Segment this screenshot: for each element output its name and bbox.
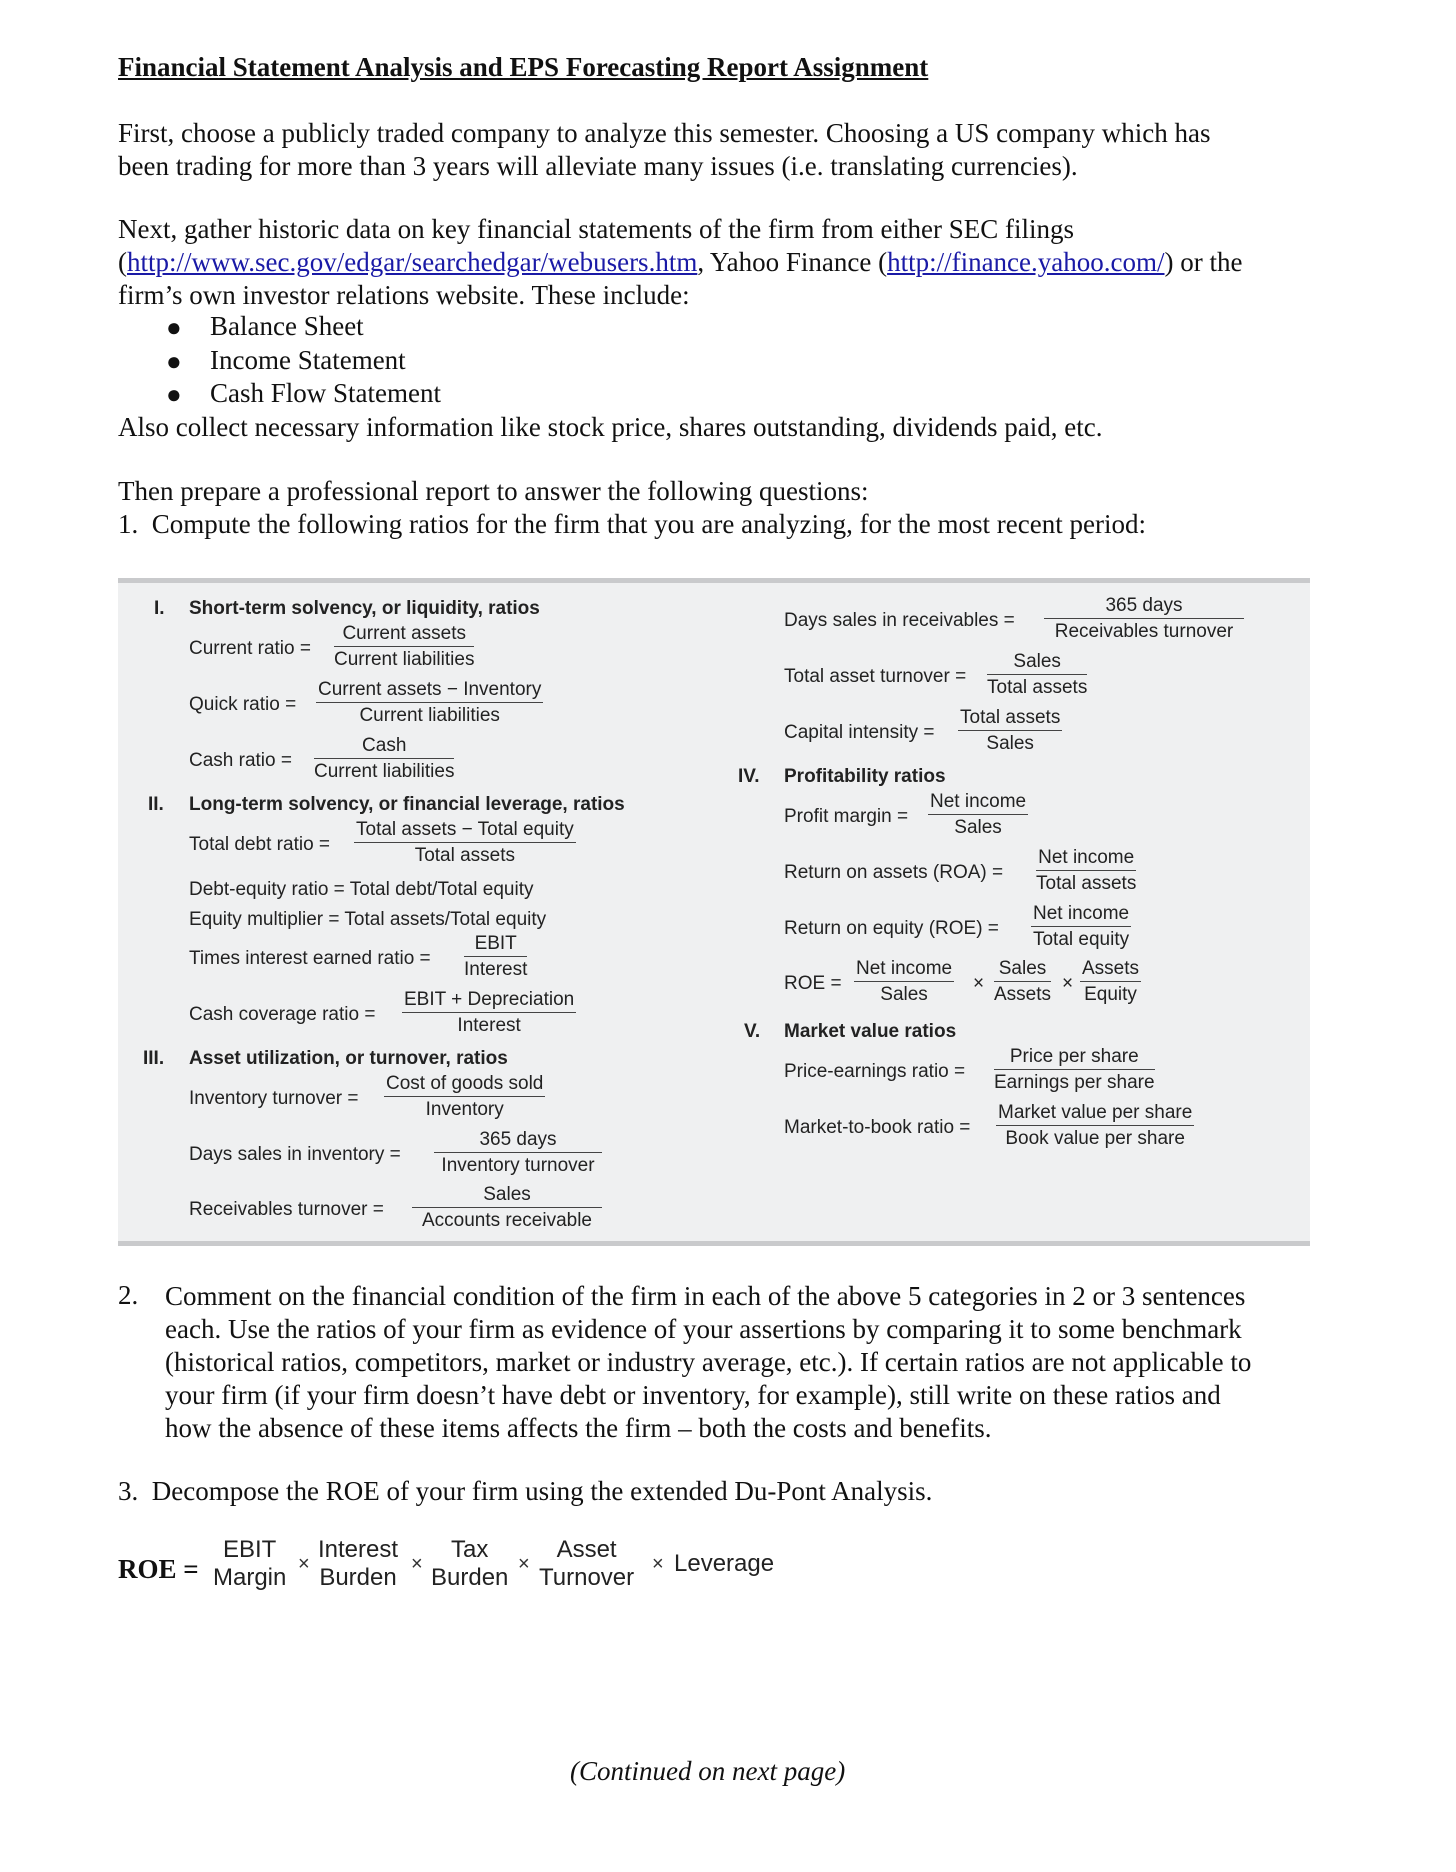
times-symbol: × [1062,973,1074,994]
market-to-book-den: Book value per share [1005,1128,1185,1149]
question-1 [118,508,1338,541]
quick-ratio-fraction [316,679,543,727]
cash-ratio-fraction [314,735,454,783]
capital-intensity-den: Sales [986,733,1034,754]
intro-line-1: First, choose a publicly traded company to analyze this semester. Choosing a US company which has [118,118,1211,148]
roe-decomp-fraction-2 [994,958,1051,1006]
total-debt-ratio-den: Total assets [414,845,516,866]
capital-intensity-fraction [958,707,1062,755]
times-symbol: × [411,1553,423,1575]
dupont-term-4b: Turnover [539,1564,635,1591]
section-heading-leverage: Long-term solvency, or financial leverage, ratios [189,794,625,815]
market-to-book-fraction [996,1102,1194,1150]
receivables-turnover-den: Accounts receivable [421,1210,593,1231]
current-ratio-num: Current assets [334,623,474,647]
dupont-ebit-margin [213,1536,286,1592]
question-2-line: your firm (if your firm doesn’t have debt or inventory, for example), still write on these ratios and [165,1380,1221,1410]
question-2-line: Comment on the financial condition of the firm in each of the above 5 categories in 2 or 3 sentences [165,1281,1246,1311]
cash-coverage-num: EBIT + Depreciation [402,989,576,1013]
continued-note: (Continued on next page) [570,1756,846,1786]
roe-decomp-den-2: Assets [994,984,1052,1005]
question-2-line: each. Use the ratios of your firm as evidence of your assertions by comparing it to some benchmark [165,1314,1242,1344]
receivables-turnover-num: Sales [412,1184,602,1208]
dupont-term-2a: Interest [318,1536,399,1563]
total-asset-turnover-fraction [987,651,1087,699]
bullet-dot: ● [166,380,182,409]
dupont-interest-burden [318,1536,398,1592]
market-to-book-label: Market-to-book ratio = [784,1117,971,1138]
roe-decomp-den-3: Equity [1084,984,1137,1005]
quick-ratio-label: Quick ratio = [189,694,297,715]
quick-ratio-num: Current assets − Inventory [316,679,543,703]
gather-line-1: Next, gather historic data on key financial statements of the firm from either SEC filings [118,214,1074,244]
bullet-income-statement: Income Statement [210,345,406,375]
question-1-text: Compute the following ratios for the firm that you are analyzing, for the most recent period: [151,509,1146,539]
yahoo-link[interactable]: http://finance.yahoo.com/ [887,247,1165,277]
section-heading-turnover: Asset utilization, or turnover, ratios [189,1048,508,1069]
total-asset-turnover-den: Total assets [987,677,1088,698]
sec-link[interactable]: http://www.sec.gov/edgar/searchedgar/webusers.htm [127,247,698,277]
capital-intensity-label: Capital intensity = [784,722,935,743]
pe-ratio-label: Price-earnings ratio = [784,1061,966,1082]
dupont-tax-burden [431,1536,508,1592]
cash-coverage-fraction [402,989,576,1037]
roe-decomp-fraction-3 [1080,958,1141,1006]
bullet-dot: ● [166,347,182,376]
times-interest-earned-den: Interest [464,959,528,980]
roa-num: Net income [1036,847,1136,871]
days-sales-receivables-fraction [1044,595,1244,643]
receivables-turnover-label: Receivables turnover = [189,1199,384,1220]
section-numeral: V. [744,1021,761,1042]
question-2-text [165,1280,1345,1445]
times-symbol: × [973,973,985,994]
debt-equity-ratio: Debt-equity ratio = Total debt/Total equity [189,879,534,900]
times-interest-earned-label: Times interest earned ratio = [189,948,431,969]
roe-den: Total equity [1032,929,1130,950]
dupont-term-1b: Margin [213,1564,287,1591]
days-sales-inventory-num: 365 days [434,1129,602,1153]
days-sales-receivables-den: Receivables turnover [1054,621,1234,642]
cash-coverage-label: Cash coverage ratio = [189,1004,376,1025]
days-sales-receivables-num: 365 days [1044,595,1244,619]
cash-ratio-den: Current liabilities [314,761,455,782]
roa-fraction [1036,847,1136,895]
section-numeral: II. [148,794,164,815]
question-3-number: 3. [118,1476,139,1506]
document-title: Financial Statement Analysis and EPS Forecasting Report Assignment [118,52,929,82]
gather-mid-2: ) or the [1164,247,1243,277]
profit-margin-num: Net income [928,791,1028,815]
times-interest-earned-num: EBIT [464,933,527,957]
roe-decomp-num-2: Sales [994,958,1051,982]
profit-margin-label: Profit margin = [784,806,909,827]
cash-ratio-label: Cash ratio = [189,750,292,771]
roe-num: Net income [1031,903,1131,927]
question-3-text: Decompose the ROE of your firm using the extended Du-Pont Analysis. [151,1476,933,1506]
quick-ratio-den: Current liabilities [359,705,500,726]
section-heading-liquidity: Short-term solvency, or liquidity, ratios [189,598,540,619]
ratios-panel [118,578,1310,1246]
bullet-dot: ● [166,313,182,342]
pe-ratio-num: Price per share [994,1046,1155,1070]
current-ratio-den: Current liabilities [334,649,475,670]
days-sales-inventory-fraction [434,1129,602,1177]
pe-ratio-fraction [994,1046,1155,1094]
total-debt-ratio-num: Total assets − Total equity [354,819,576,843]
gather-line-3: firm’s own investor relations website. These include: [118,280,690,310]
section-heading-market-value: Market value ratios [784,1021,957,1042]
question-2-line: (historical ratios, competitors, market or industry average, etc.). If certain ratios are not applicable to [165,1347,1252,1377]
roe-decomp-num-3: Assets [1080,958,1141,982]
dupont-term-4a: Asset [556,1536,617,1563]
capital-intensity-num: Total assets [958,707,1062,731]
gather-paragraph [118,213,1358,312]
section-numeral: I. [154,598,165,619]
also-collect: Also collect necessary information like stock price, shares outstanding, dividends paid, etc. [118,412,1103,442]
days-sales-receivables-label: Days sales in receivables = [784,610,1015,631]
days-sales-inventory-label: Days sales in inventory = [189,1144,401,1165]
inventory-turnover-label: Inventory turnover = [189,1088,359,1109]
profit-margin-den: Sales [954,817,1002,838]
dupont-term-3b: Burden [431,1564,509,1591]
section-numeral: IV. [738,766,760,787]
dupont-term-2b: Burden [319,1564,397,1591]
market-to-book-num: Market value per share [996,1102,1194,1126]
roe-label: Return on equity (ROE) = [784,918,999,939]
total-asset-turnover-label: Total asset turnover = [784,666,967,687]
roa-den: Total assets [1036,873,1137,894]
times-symbol: × [518,1553,530,1575]
total-debt-ratio-label: Total debt ratio = [189,834,331,855]
times-symbol: × [652,1553,664,1575]
times-interest-earned-fraction [464,933,527,981]
inventory-turnover-num: Cost of goods sold [384,1073,545,1097]
times-symbol: × [298,1553,310,1575]
gather-line-2: (http://www.sec.gov/edgar/searchedgar/webusers.htm, Yahoo Finance (http://finance.yahoo.com/) or the [118,247,1243,277]
roe-decomp-fraction-1 [854,958,954,1006]
pe-ratio-den: Earnings per share [994,1072,1155,1093]
dupont-term-3a: Tax [451,1536,489,1563]
total-asset-turnover-num: Sales [987,651,1087,675]
receivables-turnover-fraction [412,1184,602,1232]
current-ratio-fraction [334,623,474,671]
roe-decomp-den-1: Sales [880,984,928,1005]
days-sales-inventory-den: Inventory turnover [441,1155,595,1176]
roe-decomp-num-1: Net income [854,958,954,982]
inventory-turnover-den: Inventory [425,1099,504,1120]
inventory-turnover-fraction [384,1073,545,1121]
section-heading-profitability: Profitability ratios [784,766,946,787]
dupont-leverage: Leverage [674,1550,775,1577]
gather-mid-1: , Yahoo Finance ( [697,247,888,277]
total-debt-ratio-fraction [354,819,576,867]
roa-label: Return on assets (ROA) = [784,862,1004,883]
current-ratio-label: Current ratio = [189,638,311,659]
question-1-number: 1. [118,509,139,539]
question-2-number: 2. [118,1280,139,1310]
equity-multiplier: Equity multiplier = Total assets/Total equity [189,909,547,930]
dupont-term-1a: EBIT [223,1536,277,1563]
dupont-roe-lhs: ROE = [118,1554,199,1584]
cash-ratio-num: Cash [314,735,454,759]
bullet-cash-flow-statement: Cash Flow Statement [210,378,441,408]
section-numeral: III. [143,1048,165,1069]
question-3 [118,1475,1338,1508]
then-prepare: Then prepare a professional report to answer the following questions: [118,476,869,506]
dupont-asset-turnover [539,1536,634,1592]
bullet-balance-sheet: Balance Sheet [210,311,364,341]
profit-margin-fraction [928,791,1028,839]
intro-line-2: been trading for more than 3 years will alleviate many issues (i.e. translating currencies). [118,151,1078,181]
cash-coverage-den: Interest [457,1015,521,1036]
intro-paragraph [118,117,1338,183]
roe-decomp-label: ROE = [784,973,842,994]
question-2-line: how the absence of these items affects the firm – both the costs and benefits. [165,1413,992,1443]
roe-fraction [1031,903,1131,951]
